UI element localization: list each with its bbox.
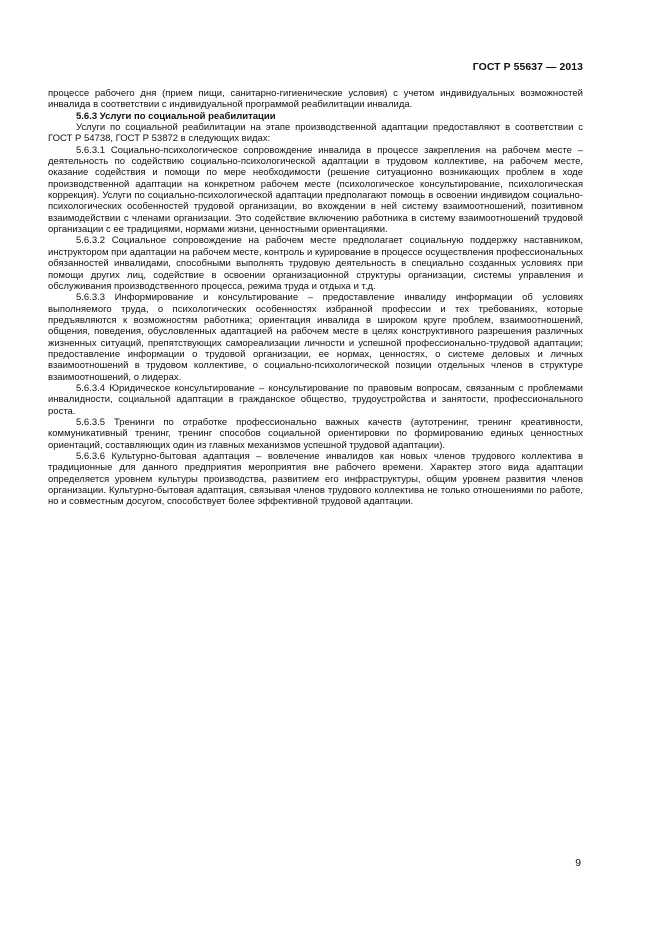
paragraph-5-6-3-3: 5.6.3.3 Информирование и консультирование – предоставление инвалиду информации об условиях выполняемого труда, о психологических особенностях избранной профессии и тех требованиях, которые предъявляются к возможностям работника; ориентация инвалида в широком круге проблем, взаимоотношений, общения, поведения, обусловленных адаптацией на рабочем месте в целях конструктивного разрешения различных жизненных ситуаций, препятствующих самореализации личности и успешной профессионально-трудовой адаптации; предоставление информации о трудовой организации, ее нормах, ценностях, о системе деловых и личных взаимоотношений в трудовом коллективе, о социально-психологической позиции отдельных членов в структуре взаимоотношений, о лидерах. (48, 292, 583, 383)
paragraph-5-6-3-2: 5.6.3.2 Социальное сопровождение на рабочем месте предполагает социальную поддержку наставником, инструктором при адаптации на рабочем месте, контроль и курирование в процессе осуществления профессиональных обязанностей инвалидами, способными выполнять трудовую деятельность в специально созданных условиях при помощи других лиц, содействие в освоении организационной структуры организации, системы управления и обслуживания производственного процесса, режима труда и отдыха и т.д. (48, 235, 583, 292)
document-code-header: ГОСТ Р 55637 — 2013 (472, 62, 583, 73)
body-text (48, 88, 583, 508)
paragraph-5-6-3-6: 5.6.3.6 Культурно-бытовая адаптация – вовлечение инвалидов как новых членов трудового коллектива в традиционные для данного предприятия мероприятия вне рабочего времени. Характер этого вида адаптации определяется уровнем культуры производства, развитием его инфраструктуры, общим уровнем развития членов организации. Культурно-бытовая адаптация, связывая членов трудового коллектива не только отношениями по работе, но и совместным досугом, способствует более эффективной трудовой адаптации. (48, 451, 583, 508)
paragraph-5-6-3-5: 5.6.3.5 Тренинги по отработке профессионально важных качеств (аутотренинг, тренинг креативности, коммуникативный тренинг, тренинг способов социальной ориентировки по формированию единых ценностных ориентаций, составляющих один из главных механизмов успешной трудовой адаптации). (48, 416, 583, 451)
paragraph-5-6-3-4: 5.6.3.4 Юридическое консультирование – консультирование по правовым вопросам, связанным с проблемами инвалидности, социальной адаптации в гражданское общество, трудоустройства и занятости, профессионального роста. (48, 382, 583, 417)
continuation-paragraph: процессе рабочего дня (прием пищи, санитарно-гигиенические условия) с учетом индивидуальных возможностей инвалида в соответствии с индивидуальной программой реабилитации инвалида. (48, 88, 583, 111)
page-number: 9 (575, 858, 581, 869)
section-heading: 5.6.3 Услуги по социальной реабилитации (76, 110, 276, 122)
paragraph-5-6-3-1: 5.6.3.1 Социально-психологическое сопровождение инвалида в процессе закрепления на рабочем месте – деятельность по содействию социально-психологической адаптации в трудовом коллективе, на рабочем месте, оказание содействия и помощи по мере необходимости (решение ситуационно возникающих проблем в ходе производственной адаптации на конкретном рабочем месте (психологическое консультирование, психологическая коррекция). Услуги по социально-психологической адаптации предполагают помощь в освоении индивидом социально-психологических особенностей трудовой организации, во вхождении в ней систему взаимоотношений, позитивном взаимодействии с членами организации. Это содействие включению работника в систему взаимоотношений трудовой организации с ее традициями, нормами жизни, ценностными ориентациями. (48, 144, 583, 236)
intro-paragraph: Услуги по социальной реабилитации на этапе производственной адаптации предоставляют в соответствии с ГОСТ Р 54738, ГОСТ Р 53872 в следующих видах: (48, 122, 583, 145)
